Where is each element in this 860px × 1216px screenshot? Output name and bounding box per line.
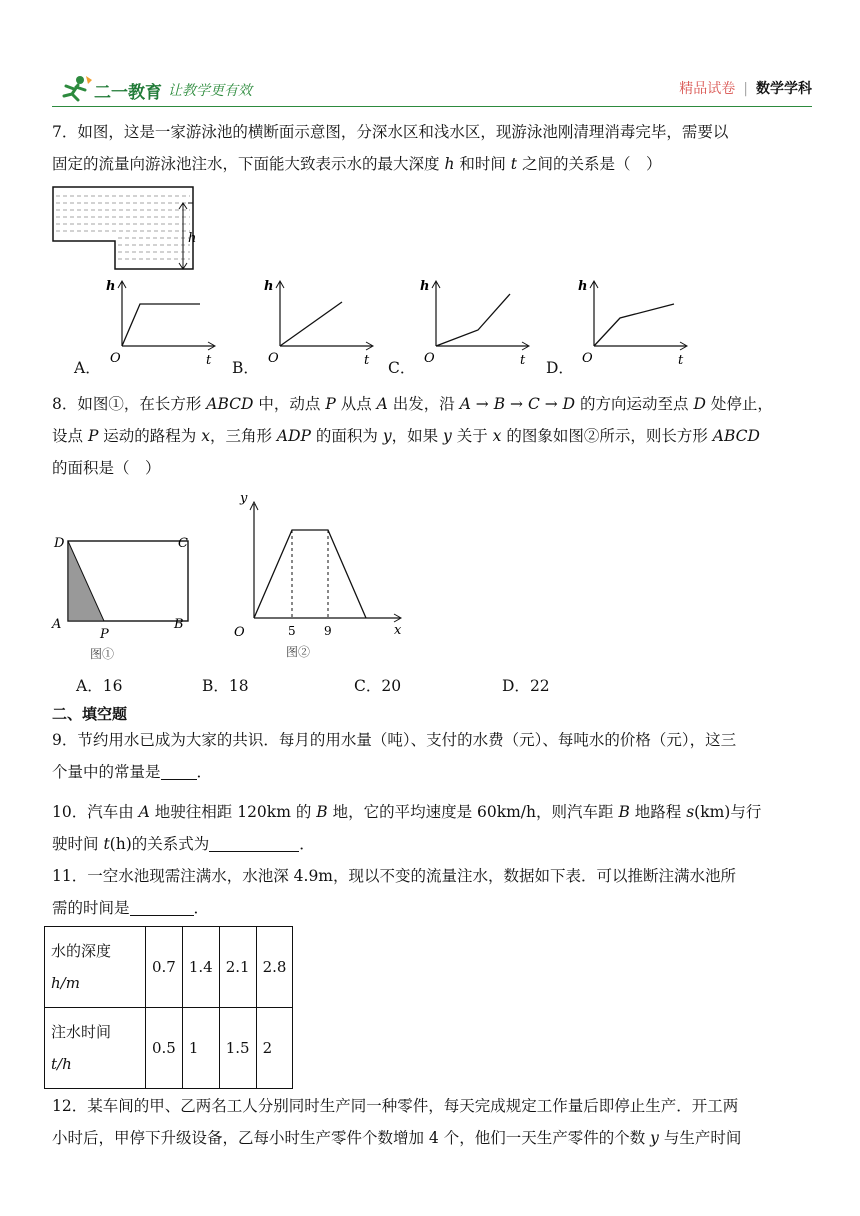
q7-option-curve bbox=[280, 302, 342, 346]
fig2-label-y: y bbox=[240, 491, 248, 506]
q7-option-curve bbox=[122, 304, 200, 346]
header-label-exam: 精品试卷 bbox=[679, 81, 736, 97]
axis-label-h: h bbox=[264, 279, 274, 294]
q10-line1: 10．汽车由 A 地驶往相距 120km 的 B 地，它的平均速度是 60km/h，则汽车距 B 地路程 s(km)与行 bbox=[52, 803, 762, 821]
slogan: 让教学更有效 bbox=[168, 83, 252, 99]
fig1-label-c: C bbox=[178, 536, 188, 551]
q8-option-b[interactable]: B．18 bbox=[202, 677, 249, 695]
pool-depth-label: h bbox=[188, 231, 197, 246]
q9-line2: 个量中的常量是 ． bbox=[52, 763, 213, 781]
axis-label-t: t bbox=[678, 353, 684, 368]
q8-option-d[interactable]: D．22 bbox=[502, 677, 550, 695]
q12-line1: 12．某车间的甲、乙两名工人分别同时生产同一种零件，每天完成规定工作量后即停止生产．开工两 bbox=[52, 1097, 739, 1115]
q7-option-a[interactable] bbox=[74, 276, 224, 376]
table-cell: 2.8 bbox=[256, 927, 293, 1008]
section-fill-in-title: 二、填空题 bbox=[52, 705, 128, 723]
q7-option-c[interactable] bbox=[388, 276, 538, 376]
q12-text bbox=[52, 1090, 822, 1154]
q7-option-label: D． bbox=[546, 359, 574, 377]
q7-option-curve bbox=[594, 304, 674, 346]
q8-figure-2 bbox=[228, 490, 408, 665]
q7-option-label: C． bbox=[388, 359, 416, 377]
axis-label-t: t bbox=[364, 353, 370, 368]
q8-line1: 8．如图①，在长方形 ABCD 中，动点 P 从点 A 出发，沿 A → B → C → D 的方向运动至点 D 处停止， bbox=[52, 395, 773, 413]
header-right bbox=[679, 78, 812, 98]
origin-label: O bbox=[268, 351, 279, 366]
fig2-caption: 图② bbox=[286, 645, 311, 659]
header-separator: | bbox=[743, 81, 748, 97]
q8-options bbox=[76, 674, 636, 698]
q7-line1: 7．如图，这是一家游泳池的横断面示意图，分深水区和浅水区，现游泳池刚清理消毒完毕，需要以 bbox=[52, 123, 729, 141]
origin-label: O bbox=[110, 351, 121, 366]
q8-line2: 设点 P 运动的路程为 x，三角形 ADP 的面积为 y，如果 y 关于 x 的图象如图②所示，则长方形 ABCD bbox=[52, 427, 760, 445]
q7-option-label: A． bbox=[74, 359, 101, 377]
q8-option-c[interactable]: C．20 bbox=[354, 677, 402, 695]
q10-text bbox=[52, 796, 822, 860]
header-divider bbox=[52, 106, 812, 107]
table-row-label: 注水时间 t/h bbox=[45, 1008, 146, 1089]
origin-label: O bbox=[582, 351, 593, 366]
header-label-subject: 数学学科 bbox=[756, 81, 812, 97]
table-cell: 2.1 bbox=[219, 927, 256, 1008]
logo-text: 二一教育 bbox=[94, 83, 162, 103]
fig2-label-x: x bbox=[394, 623, 402, 638]
fig2-tick-1: 5 bbox=[288, 624, 296, 638]
q10-answer-blank[interactable] bbox=[209, 833, 299, 852]
q7-option-graph bbox=[564, 276, 690, 372]
axis-label-h: h bbox=[106, 279, 116, 294]
q8-figure-1 bbox=[48, 530, 198, 670]
q7-option-b[interactable] bbox=[232, 276, 382, 376]
runner-logo-icon bbox=[58, 74, 92, 104]
q7-option-graph bbox=[92, 276, 218, 372]
q11-data-table bbox=[44, 926, 293, 1089]
fig2-tick-2: 9 bbox=[324, 624, 332, 638]
q7-option-graph bbox=[250, 276, 376, 372]
q7-text bbox=[52, 116, 822, 180]
pool-diagram bbox=[52, 186, 212, 276]
fig1-label-a: A bbox=[52, 617, 62, 632]
origin-label: O bbox=[424, 351, 435, 366]
q11-answer-blank[interactable] bbox=[130, 897, 194, 916]
q7-option-curve bbox=[436, 294, 510, 346]
axis-label-h: h bbox=[420, 279, 430, 294]
fig1-label-d: D bbox=[54, 536, 65, 551]
q7-option-d[interactable] bbox=[546, 276, 696, 376]
fig1-label-p: P bbox=[100, 627, 109, 642]
axis-label-t: t bbox=[206, 353, 212, 368]
q7-line2: 固定的流量向游泳池注水，下面能大致表示水的最大深度 h 和时间 t 之间的关系是（ ） bbox=[52, 155, 662, 173]
table-cell: 1.5 bbox=[219, 1008, 256, 1089]
table-cell: 0.7 bbox=[146, 927, 183, 1008]
table-cell: 2 bbox=[256, 1008, 293, 1089]
fig1-caption: 图① bbox=[90, 647, 115, 661]
q9-answer-blank[interactable] bbox=[161, 761, 197, 780]
page-header bbox=[52, 72, 812, 108]
q10-line2: 驶时间 t(h)的关系式为 ． bbox=[52, 835, 315, 853]
q9-line1: 9．节约用水已成为大家的共识．每月的用水量（吨）、支付的水费（元）、每吨水的价格（元），这三 bbox=[52, 731, 737, 749]
q8-text bbox=[52, 388, 822, 484]
q12-line2: 小时后，甲停下升级设备，乙每小时生产零件个数增加 4 个，他们一天生产零件的个数 y 与生产时间 bbox=[52, 1129, 742, 1147]
q9-text bbox=[52, 724, 822, 788]
table-cell: 1.4 bbox=[182, 927, 219, 1008]
q11-text bbox=[52, 860, 822, 924]
q11-line1: 11．一空水池现需注满水，水池深 4.9m，现以不变的流量注水，数据如下表．可以推断注满水池所 bbox=[52, 867, 737, 885]
q8-line3: 的面积是（ ） bbox=[52, 459, 161, 477]
table-cell: 1 bbox=[182, 1008, 219, 1089]
q7-option-graph bbox=[406, 276, 532, 372]
q7-option-label: B． bbox=[232, 359, 259, 377]
q8-option-a[interactable]: A．16 bbox=[76, 677, 123, 695]
fig2-label-o: O bbox=[234, 625, 245, 640]
table-row bbox=[45, 1008, 293, 1089]
table-row-label: 水的深度 h/m bbox=[45, 927, 146, 1008]
fig1-label-b: B bbox=[174, 617, 184, 632]
axis-label-h: h bbox=[578, 279, 588, 294]
axis-label-t: t bbox=[520, 353, 526, 368]
table-row bbox=[45, 927, 293, 1008]
q11-line2: 需的时间是 ． bbox=[52, 899, 210, 917]
table-cell: 0.5 bbox=[146, 1008, 183, 1089]
